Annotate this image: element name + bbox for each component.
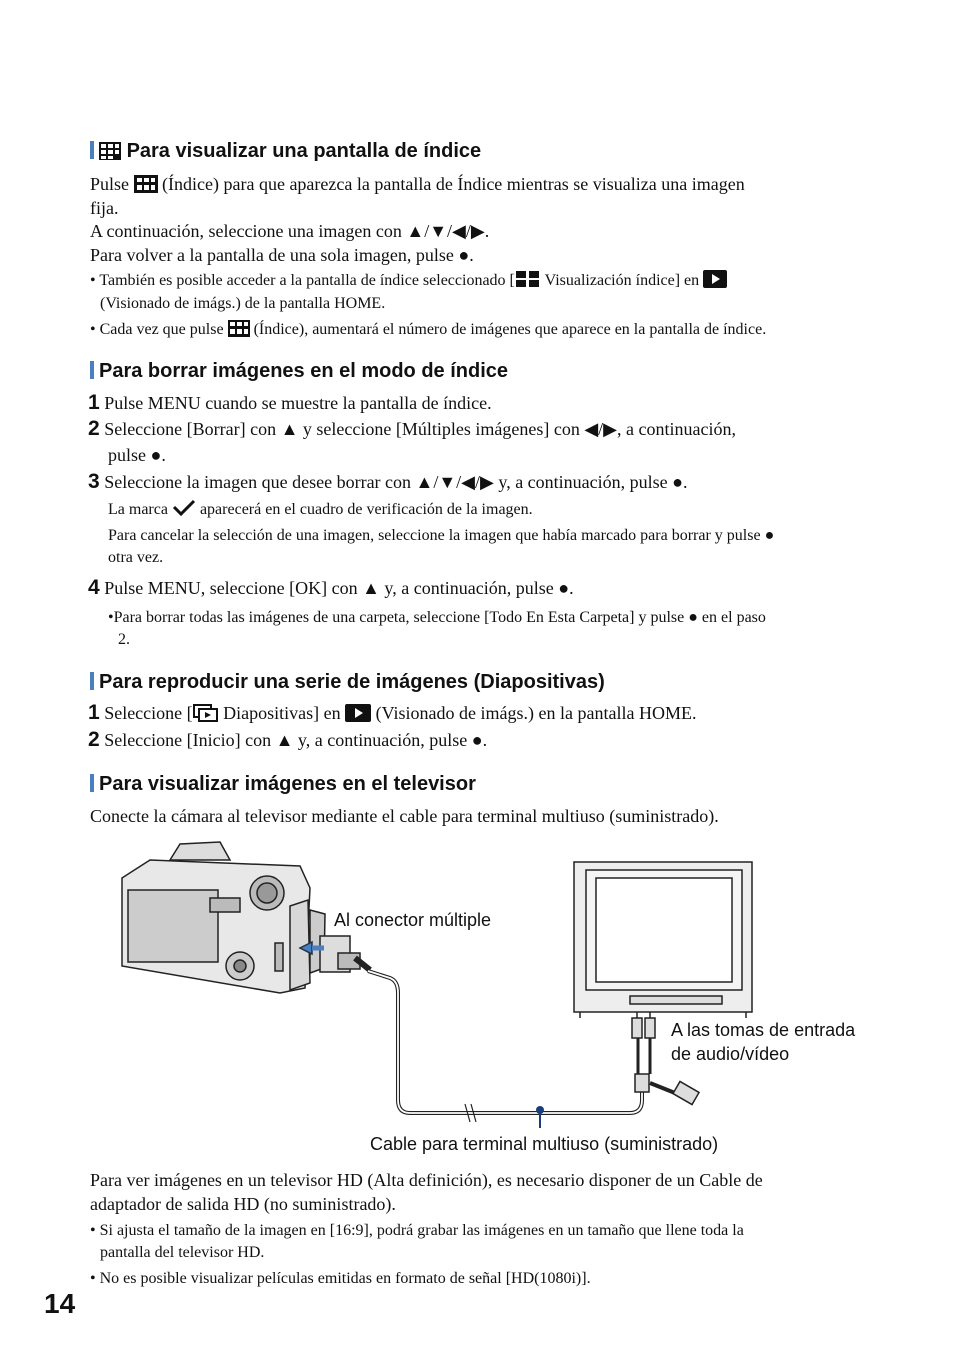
step-4	[88, 576, 574, 600]
bullet-continued: (Visionado de imágs.) de la pantalla HOME.	[100, 295, 386, 312]
heading-text: Para borrar imágenes en el modo de índice	[99, 360, 509, 382]
playback-icon	[345, 704, 371, 728]
step-text: pulse ●.	[108, 445, 166, 465]
text: Pulse	[90, 174, 130, 194]
label-cable: Cable para terminal multiuso (suministrado)	[370, 1134, 719, 1154]
step-2	[88, 417, 736, 441]
heading-slides	[90, 671, 605, 694]
step-number: 1	[88, 391, 100, 414]
pointer-dot	[536, 1106, 544, 1114]
label-av-1: A las tomas de entrada	[671, 1020, 856, 1040]
paragraph: Para ver imágenes en un televisor HD (Alta definición), es necesario disponer de un Cable de	[90, 1170, 763, 1190]
heading-bar	[90, 141, 94, 159]
bullet: • No es posible visualizar películas emitidas en formato de señal [HD(1080i)].	[90, 1270, 591, 1287]
step-1	[88, 391, 492, 415]
checkmark-icon	[172, 499, 196, 524]
bullet: •Para borrar todas las imágenes de una carpeta, seleccione [Todo En Esta Carpeta] y pulse ● en el paso	[108, 609, 766, 626]
page-number: 14	[44, 1288, 76, 1319]
step-text: Seleccione [	[104, 703, 193, 723]
step-3	[88, 470, 688, 494]
paragraph: adaptador de salida HD (no suministrado).	[90, 1194, 396, 1214]
step-text: (Visionado de imágs.) en la pantalla HOME.	[375, 703, 697, 723]
paragraph: A continuación, seleccione una imagen con ▲/▼/◀/▶.	[90, 221, 490, 241]
heading-delete	[90, 360, 508, 383]
text: La marca	[108, 501, 168, 518]
television-illustration	[574, 862, 752, 1018]
step-text: Seleccione la imagen que desee borrar con ▲/▼/◀/▶ y, a continuación, pulse ●.	[104, 472, 688, 492]
step-text: Pulse MENU, seleccione [OK] con ▲ y, a continuación, pulse ●.	[104, 578, 574, 598]
bullet	[90, 319, 766, 344]
step-text: Pulse MENU cuando se muestre la pantalla de índice.	[104, 393, 492, 413]
heading-text: Para visualizar una pantalla de índice	[126, 140, 482, 162]
heading-bar	[90, 361, 94, 379]
note: Para cancelar la selección de una imagen, seleccione la imagen que había marcado para borrar y pulse ●	[108, 527, 775, 544]
paragraph: fija.	[90, 198, 119, 218]
paragraph: Para volver a la pantalla de una sola imagen, pulse ●.	[90, 245, 474, 265]
camera-illustration	[122, 842, 325, 993]
bullet-continued: 2.	[118, 631, 130, 648]
step-number: 4	[88, 576, 100, 599]
heading-bar	[90, 672, 94, 690]
note: otra vez.	[108, 549, 164, 566]
connection-illustration	[110, 838, 870, 1128]
heading-bar	[90, 774, 94, 792]
index-icon	[134, 175, 158, 199]
text: • Cada vez que pulse	[90, 321, 224, 338]
heading-tv	[90, 773, 476, 796]
paragraph	[90, 172, 745, 199]
step-2	[88, 728, 487, 752]
text: (Índice) para que aparezca la pantalla de Índice mientras se visualiza una imagen	[162, 174, 745, 194]
slideshow-icon	[193, 704, 219, 728]
index-icon	[99, 142, 121, 166]
label-av-2: de audio/vídeo	[671, 1044, 790, 1064]
paragraph: Conecte la cámara al televisor mediante el cable para terminal multiuso (suministrado).	[90, 806, 719, 826]
playback-icon	[703, 270, 727, 295]
bullet	[90, 270, 727, 295]
step-text: Diapositivas] en	[223, 703, 341, 723]
text: aparecerá en el cuadro de verificación de la imagen.	[199, 501, 533, 518]
text: Visualización índice] en	[544, 272, 700, 289]
step-1	[88, 701, 696, 728]
step-number: 2	[88, 728, 100, 751]
heading-index	[90, 140, 481, 166]
index-icon	[228, 320, 250, 344]
bullet: • Si ajusta el tamaño de la imagen en [16:9], podrá grabar las imágenes en un tamaño que llene toda la	[90, 1222, 744, 1239]
text: • También es posible acceder a la pantalla de índice seleccionado [	[90, 272, 515, 289]
step-text: Seleccione [Borrar] con ▲ y seleccione [Múltiples imágenes] con ◀/▶, a continuación,	[104, 419, 736, 439]
heading-text: Para reproducir una serie de imágenes (Diapositivas)	[99, 671, 605, 693]
note	[108, 499, 533, 524]
step-number: 1	[88, 701, 100, 724]
text: (Índice), aumentará el número de imágenes que aparece en la pantalla de índice.	[253, 321, 767, 338]
label-connector: Al conector múltiple	[334, 910, 492, 930]
heading-text: Para visualizar imágenes en el televisor	[99, 773, 476, 795]
step-number: 3	[88, 470, 100, 493]
step-text: Seleccione [Inicio] con ▲ y, a continuación, pulse ●.	[104, 730, 488, 750]
step-number: 2	[88, 417, 100, 440]
bullet-continued: pantalla del televisor HD.	[100, 1244, 265, 1261]
index-view-icon	[515, 270, 541, 295]
